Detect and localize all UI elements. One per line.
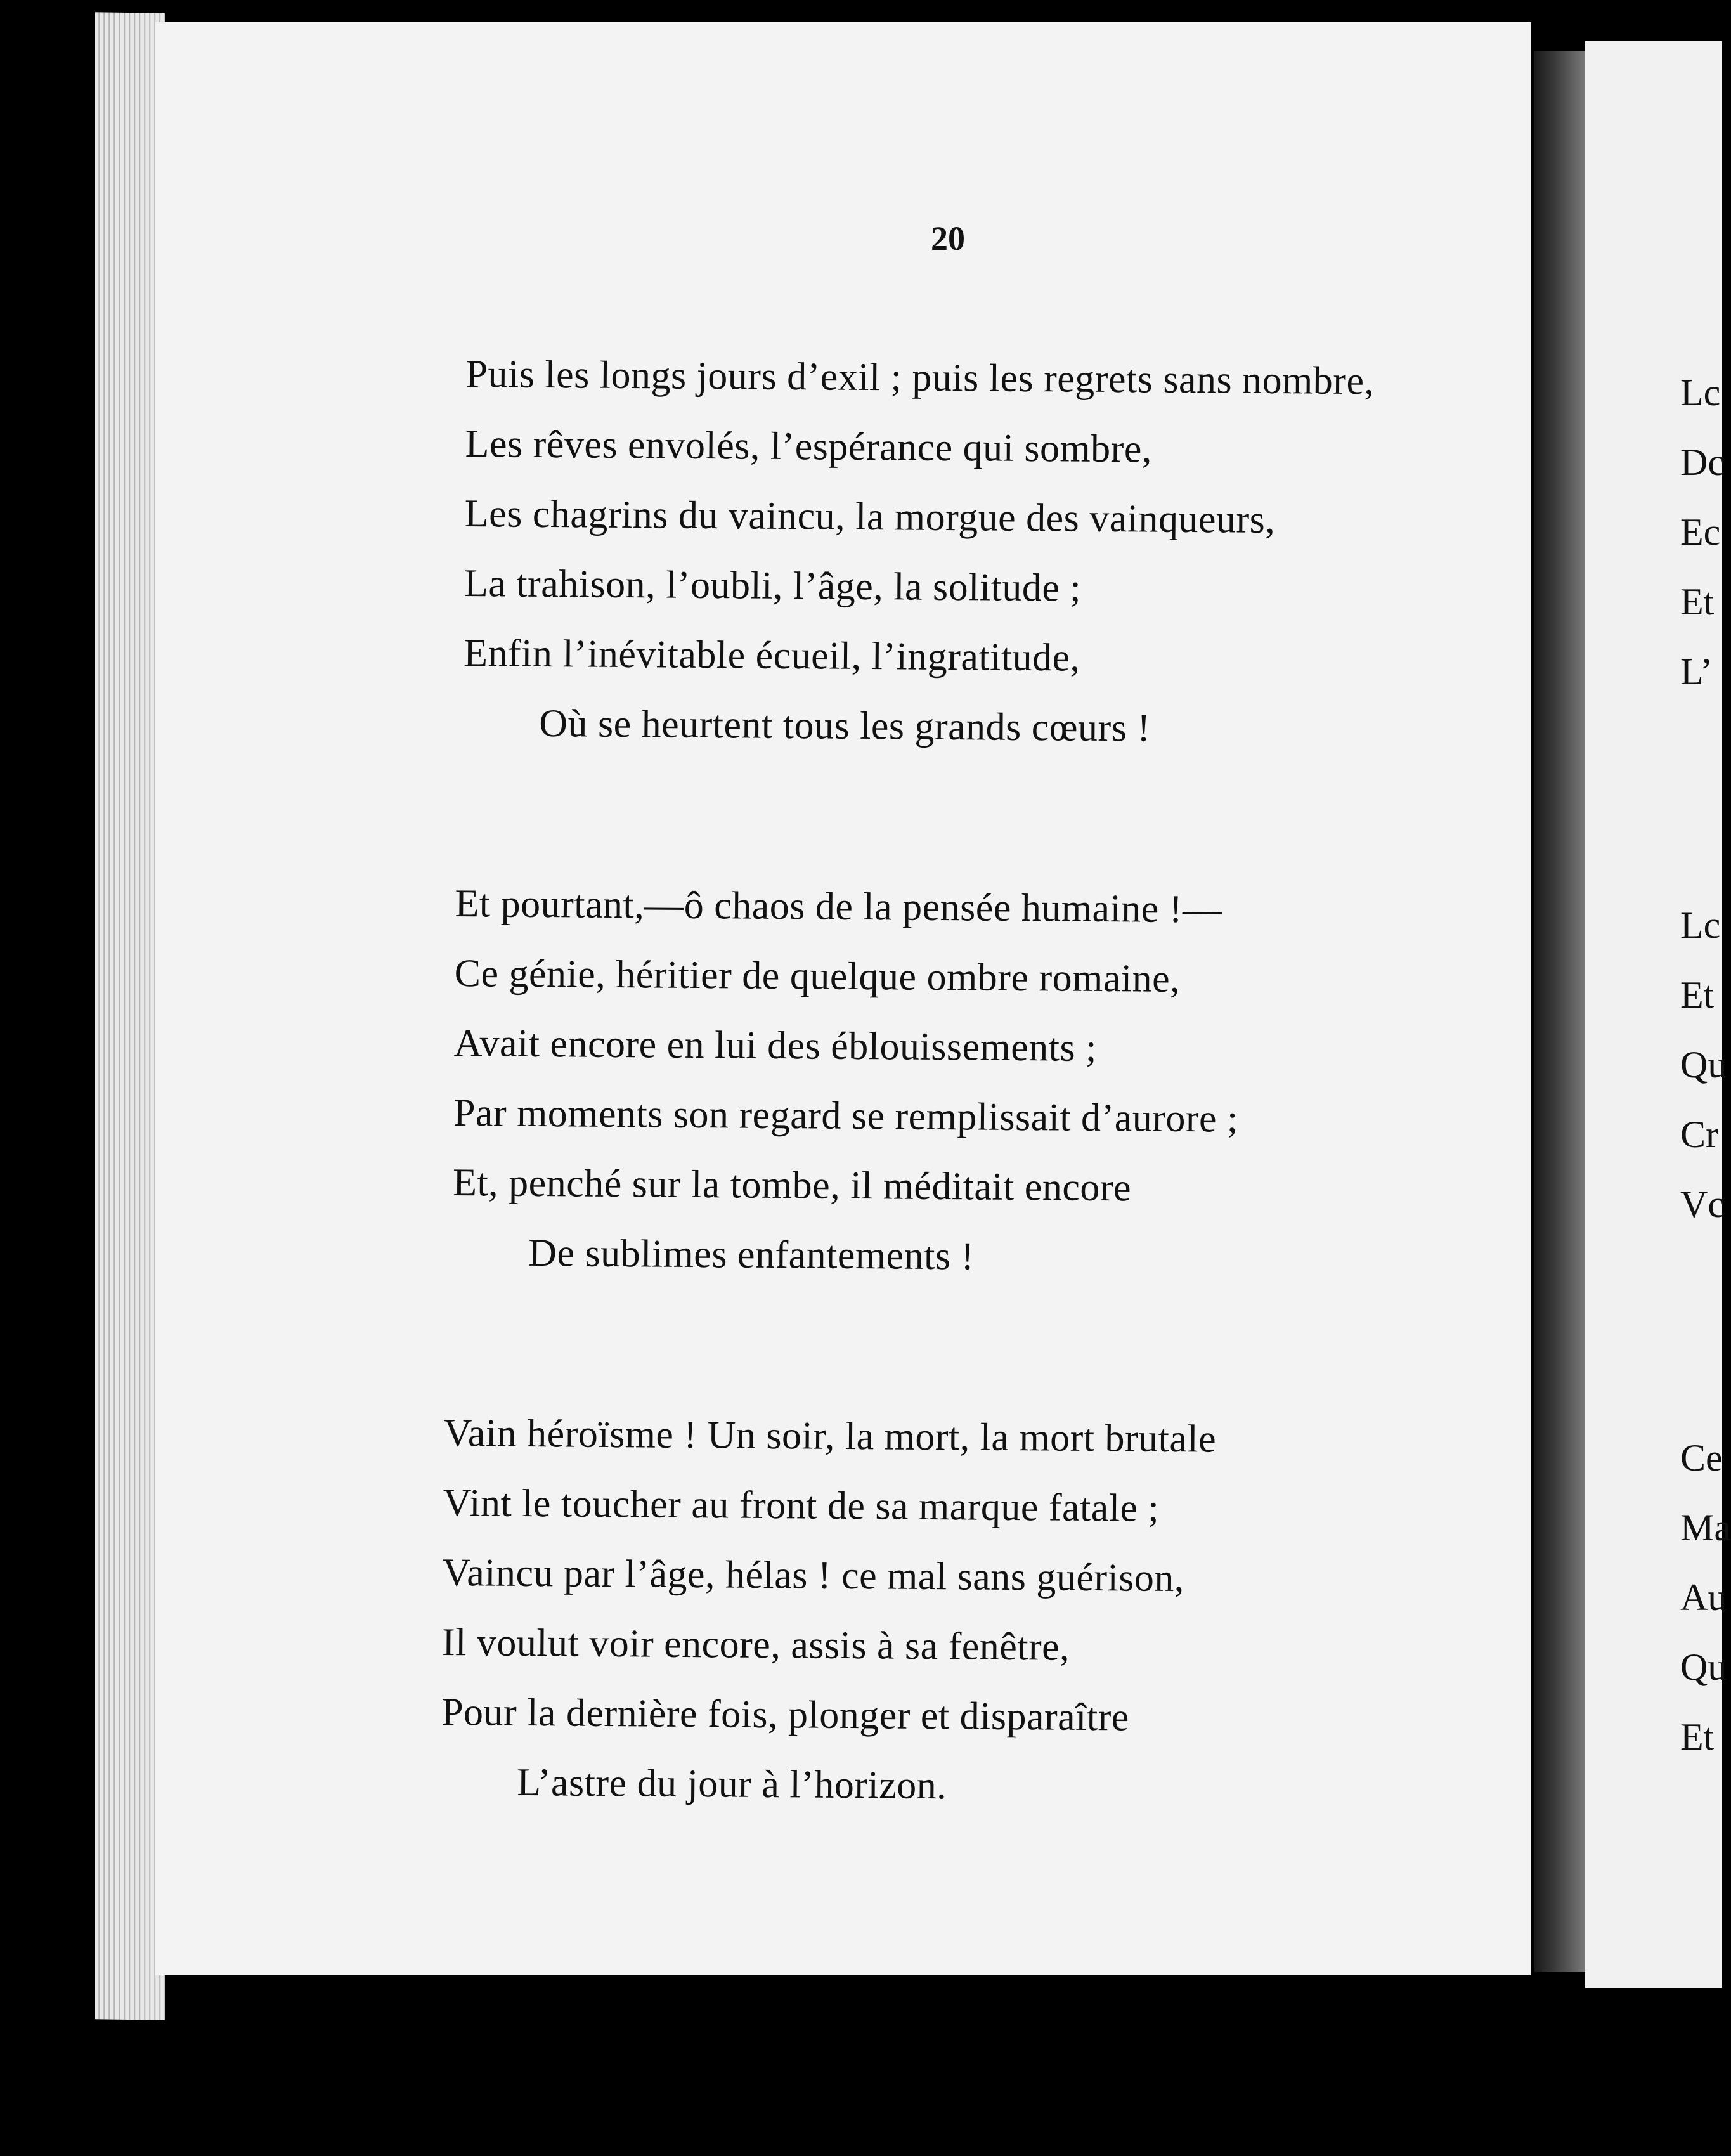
right-page-fragment: Qu — [1680, 1646, 1727, 1688]
stanza-2 — [452, 869, 1240, 1294]
right-page-fragment: Lc — [1680, 372, 1721, 413]
verse-line: Vint le toucher au front de sa marque fatale ; — [443, 1481, 1160, 1530]
right-page-fragment: Ec — [1680, 511, 1721, 553]
verse-line: Et, penché sur la tombe, il méditait encore — [452, 1160, 1132, 1210]
right-page-fragment: Ma — [1680, 1507, 1731, 1549]
right-page-fragment: Au — [1680, 1576, 1727, 1618]
verse-line: Et pourtant,—ô chaos de la pensée humaine !— — [455, 881, 1222, 932]
verse-line: Par moments son regard se remplissait d’aurore ; — [453, 1091, 1239, 1141]
verse-line: Puis les longs jours d’exil ; puis les regrets sans nombre, — [465, 352, 1375, 403]
stanza-3 — [441, 1398, 1217, 1823]
verse-line: Vaincu par l’âge, hélas ! ce mal sans guérison, — [442, 1550, 1185, 1601]
right-page-fragment: Qu — [1680, 1044, 1727, 1086]
right-page-fragment: Lc — [1680, 904, 1721, 946]
verse-line: Il voulut voir encore, assis à sa fenêtre, — [441, 1620, 1070, 1669]
verse-line: Ce génie, héritier de quelque ombre romaine, — [454, 951, 1181, 1001]
right-page-fragment: Et — [1680, 974, 1715, 1016]
right-page-fragment: Et — [1680, 581, 1715, 623]
verse-line: Enfin l’inévitable écueil, l’ingratitude, — [463, 631, 1080, 680]
book-gutter — [1534, 51, 1585, 1972]
stanza-1 — [463, 339, 1375, 765]
verse-line: Vain héroïsme ! Un soir, la mort, la mort brutale — [443, 1411, 1217, 1461]
right-page-fragment: Et — [1680, 1716, 1715, 1758]
verse-line: Les chagrins du vaincu, la morgue des vainqueurs, — [464, 491, 1276, 542]
page-number: 20 — [931, 219, 965, 257]
verse-line-indented: L’astre du jour à l’horizon. — [516, 1760, 947, 1808]
page-edges — [95, 12, 165, 2020]
verse-line-indented: Où se heurtent tous les grands cœurs ! — [538, 701, 1151, 750]
verse-line: La trahison, l’oubli, l’âge, la solitude ; — [464, 561, 1082, 610]
right-page-fragment: Ce — [1680, 1437, 1723, 1479]
verse-line: Pour la dernière fois, plonger et disparaître — [441, 1690, 1130, 1739]
right-page-fragment: Dc — [1680, 441, 1725, 483]
verse-line-indented: De sublimes enfantements ! — [528, 1231, 975, 1278]
right-page-fragment: Vc — [1680, 1183, 1725, 1225]
verse-line: Avait encore en lui des éblouissements ; — [453, 1021, 1098, 1070]
right-page-fragment: Cr — [1680, 1114, 1718, 1155]
verse-line: Les rêves envolés, l’espérance qui sombre, — [465, 422, 1153, 471]
right-page-fragment: L’ — [1680, 651, 1713, 692]
